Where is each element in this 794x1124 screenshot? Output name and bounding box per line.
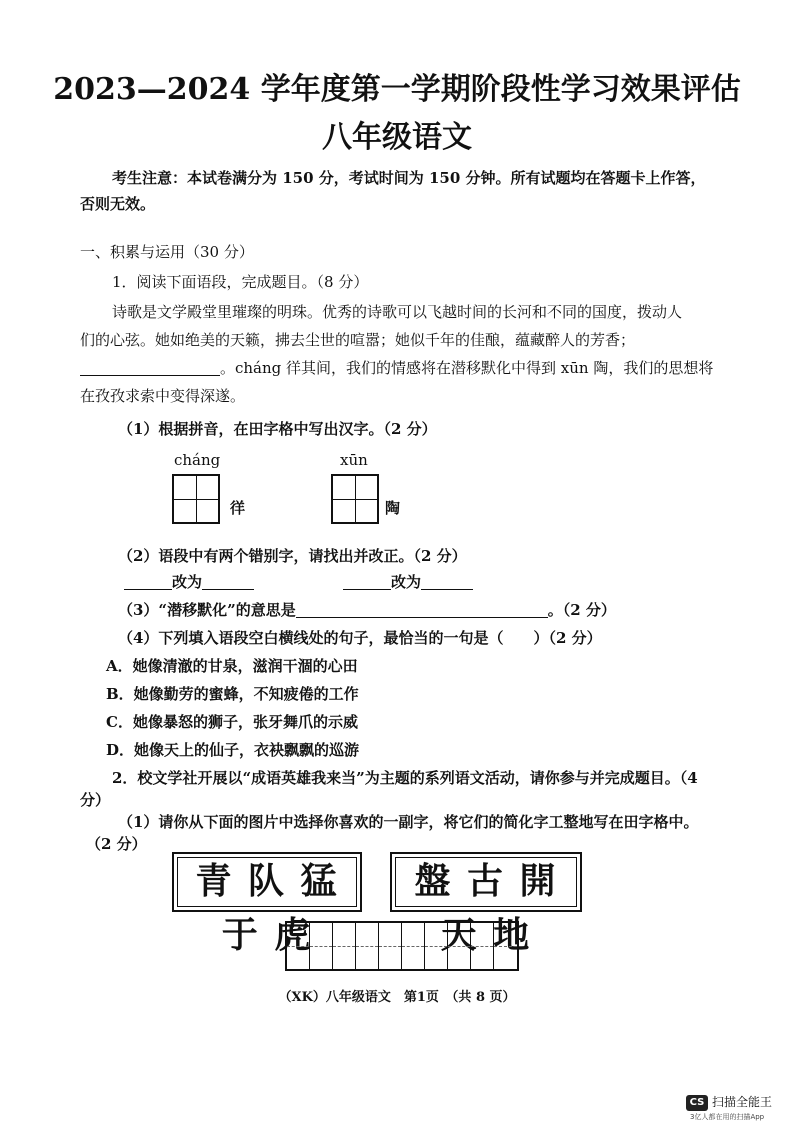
q1-prompt: 1．阅读下面语段，完成题目。（8 分）: [112, 273, 369, 291]
q2-prompt-line-1: 2．校文学社开展以“成语英雄我来当”为主题的系列语文活动，请你参与并完成题目。（4: [112, 769, 698, 787]
correction-1: [124, 568, 254, 596]
q1-sub2: （2）语段中有两个错别字，请找出并改正。（2 分）: [118, 547, 467, 565]
q1-paragraph-line-1: 诗歌是文学殿堂里璀璨的明珠。优秀的诗歌可以飞越时间的长河和不同的国度，拨动人: [112, 303, 683, 321]
q1-sub3-points: 。（2 分）: [547, 601, 616, 619]
grid-cell[interactable]: [287, 923, 310, 969]
watermark-name: 扫描全能王: [712, 1095, 773, 1109]
notice-line-2: 否则无效。: [80, 195, 156, 213]
char-tao: 陶: [385, 499, 401, 517]
grid-cell[interactable]: [494, 923, 517, 969]
correct-char-blank-2[interactable]: [421, 571, 473, 590]
exam-subtitle: 八年级语文: [322, 120, 472, 155]
char-yang: 徉: [230, 499, 246, 517]
paragraph-blank[interactable]: [80, 357, 220, 376]
option-a[interactable]: A．她像清澈的甘泉，滋润干涸的心田: [106, 657, 358, 675]
grid-cell[interactable]: [402, 923, 425, 969]
correct-char-blank-1[interactable]: [202, 571, 254, 590]
q1-paragraph-line-3-text: 。cháng 徉其间，我们的情感将在潜移默化中得到 xūn 陶，我们的思想将: [220, 359, 714, 377]
option-d[interactable]: D．她像天上的仙子，衣袂飘飘的巡游: [106, 741, 360, 759]
grid-cell[interactable]: [425, 923, 448, 969]
notice-line-1: 考生注意：本试卷满分为 150 分，考试时间为 150 分钟。所有试题均在答题卡上作答，: [112, 169, 706, 187]
grid-cell[interactable]: [448, 923, 471, 969]
page-footer: （XK）八年级语文 第1页 （共 8 页）: [278, 990, 516, 1005]
q1-paragraph-line-3: [80, 354, 713, 382]
q1-sub3: [118, 596, 616, 624]
change-to-label-1: 改为: [172, 573, 203, 591]
watermark-subtitle: 3亿人都在用的扫描App: [690, 1113, 765, 1121]
option-b[interactable]: B．她像勤劳的蜜蜂，不知疲倦的工作: [106, 685, 359, 703]
meaning-blank[interactable]: [296, 599, 548, 618]
calligraphy-option-1[interactable]: 青 队 猛 于 虎: [172, 852, 362, 912]
q1-sub3-label: （3）“潜移默化”的意思是: [118, 601, 296, 619]
q2-prompt-line-2: 分）: [80, 791, 111, 809]
q1-sub1: （1）根据拼音，在田字格中写出汉字。（2 分）: [118, 420, 437, 438]
wrong-char-blank-1[interactable]: [124, 571, 172, 590]
wrong-char-blank-2[interactable]: [343, 571, 391, 590]
grid-cell[interactable]: [310, 923, 333, 969]
section-heading: 一、积累与运用（30 分）: [80, 243, 254, 261]
exam-title: 2023—2024 学年度第一学期阶段性学习效果评估: [53, 72, 741, 107]
camscanner-logo-icon: CS: [686, 1095, 708, 1111]
q1-sub4: （4）下列填入语段空白横线处的句子，最恰当的一句是（ ）（2 分）: [118, 629, 602, 647]
q1-paragraph-line-2: 们的心弦。她如绝美的天籁，拂去尘世的喧嚣；她似千年的佳酿，蕴藏醉人的芳香；: [80, 331, 636, 349]
pinyin-xun: xūn: [340, 451, 368, 469]
tian-grid-box-2[interactable]: [331, 474, 379, 524]
grid-cell[interactable]: [379, 923, 402, 969]
answer-grid[interactable]: [285, 921, 519, 971]
grid-cell[interactable]: [471, 923, 494, 969]
q2-sub1-line-1: （1）请你从下面的图片中选择你喜欢的一副字，将它们的简化字工整地写在田字格中。: [118, 813, 699, 831]
change-to-label-2: 改为: [391, 573, 422, 591]
q1-paragraph-line-4: 在孜孜求索中变得深遂。: [80, 387, 246, 405]
calligraphy-option-2[interactable]: 盤 古 開 天 地: [390, 852, 582, 912]
q2-sub1-line-2: （2 分）: [86, 835, 147, 853]
tian-grid-box-1[interactable]: [172, 474, 220, 524]
grid-cell[interactable]: [356, 923, 379, 969]
pinyin-chang: cháng: [174, 451, 221, 469]
grid-cell[interactable]: [333, 923, 356, 969]
option-c[interactable]: C．她像暴怒的狮子，张牙舞爪的示威: [106, 713, 358, 731]
correction-2: [343, 568, 473, 596]
